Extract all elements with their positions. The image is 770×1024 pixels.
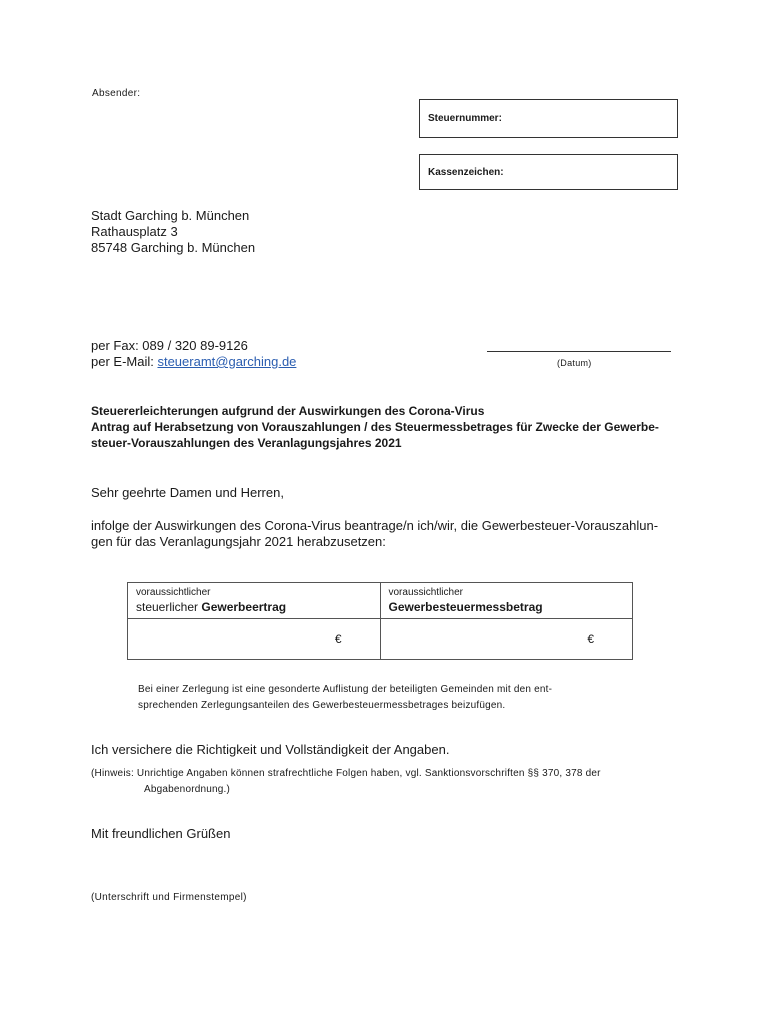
header-trade-income-prefix: steuerlicher bbox=[136, 600, 202, 614]
fax-line: per Fax: 089 / 320 89-9126 bbox=[91, 338, 248, 353]
header-tax-base-small: voraussichtlicher bbox=[388, 587, 463, 598]
currency-symbol: € bbox=[587, 632, 594, 646]
subject-line-1: Steuererleichterungen aufgrund der Auswirkungen des Corona-Virus bbox=[91, 404, 485, 418]
subject-line-2: Antrag auf Herabsetzung von Vorauszahlungen / des Steuermessbetrages für Zwecke der Gewerbe- bbox=[91, 420, 659, 434]
zerlegung-line-1: Bei einer Zerlegung ist eine gesonderte Auflistung der beteiligten Gemeinden mit den ent- bbox=[138, 684, 553, 695]
email-line bbox=[91, 354, 296, 370]
hint-line-2: Abgabenordnung.) bbox=[144, 784, 231, 795]
tax-number-label: Steuernummer: bbox=[428, 113, 502, 124]
date-line[interactable] bbox=[487, 351, 671, 352]
contact-block bbox=[91, 338, 296, 370]
recipient-line-2: Rathausplatz 3 bbox=[91, 224, 178, 239]
signature-label: (Unterschrift und Firmenstempel) bbox=[91, 892, 247, 903]
subject-line-3: steuer-Vorauszahlungen des Veranlagungsjahres 2021 bbox=[91, 436, 402, 450]
header-trade-income-small: voraussichtlicher bbox=[136, 587, 211, 598]
email-prefix: per E-Mail: bbox=[91, 354, 158, 369]
header-trade-income bbox=[128, 583, 381, 619]
date-label: (Datum) bbox=[557, 358, 592, 368]
intro-line-1: infolge der Auswirkungen des Corona-Virus beantrage/n ich/wir, die Gewerbesteuer-Vorauszahlun- bbox=[91, 518, 659, 533]
header-trade-income-bold: Gewerbeertrag bbox=[201, 600, 287, 614]
amounts-table bbox=[127, 582, 633, 660]
header-tax-base bbox=[380, 583, 633, 619]
assurance-statement: Ich versichere die Richtigkeit und Vollständigkeit der Angaben. bbox=[91, 742, 450, 757]
email-link[interactable]: steueramt@garching.de bbox=[157, 354, 297, 369]
legal-hint bbox=[91, 766, 691, 798]
zerlegung-line-2: sprechenden Zerlegungsanteilen des Gewerbesteuermessbetrages beizufügen. bbox=[138, 700, 506, 711]
trade-income-input[interactable] bbox=[128, 619, 381, 660]
tax-base-input[interactable] bbox=[380, 619, 633, 660]
cash-reference-field[interactable] bbox=[419, 154, 678, 190]
recipient-line-1: Stadt Garching b. München bbox=[91, 208, 250, 223]
tax-number-field[interactable] bbox=[419, 99, 678, 138]
salutation: Sehr geehrte Damen und Herren, bbox=[91, 485, 284, 500]
hint-line-1: (Hinweis: Unrichtige Angaben können strafrechtliche Folgen haben, vgl. Sanktionsvorschriften §§ 370, 378 der bbox=[91, 768, 601, 779]
recipient-line-3: 85748 Garching b. München bbox=[91, 240, 256, 255]
cash-reference-label: Kassenzeichen: bbox=[428, 166, 504, 178]
subject bbox=[91, 403, 691, 451]
table-row bbox=[128, 619, 633, 660]
closing: Mit freundlichen Grüßen bbox=[91, 826, 231, 841]
sender-label: Absender: bbox=[92, 88, 141, 99]
header-trade-income-main bbox=[136, 599, 372, 615]
intro-paragraph bbox=[91, 518, 691, 550]
recipient-address bbox=[91, 208, 255, 256]
currency-symbol: € bbox=[334, 632, 342, 646]
table-header-row bbox=[128, 583, 633, 619]
intro-line-2: gen für das Veranlagungsjahr 2021 herabzusetzen: bbox=[91, 534, 386, 549]
header-tax-base-main: Gewerbesteuermessbetrag bbox=[388, 600, 543, 614]
zerlegung-note bbox=[138, 682, 638, 714]
